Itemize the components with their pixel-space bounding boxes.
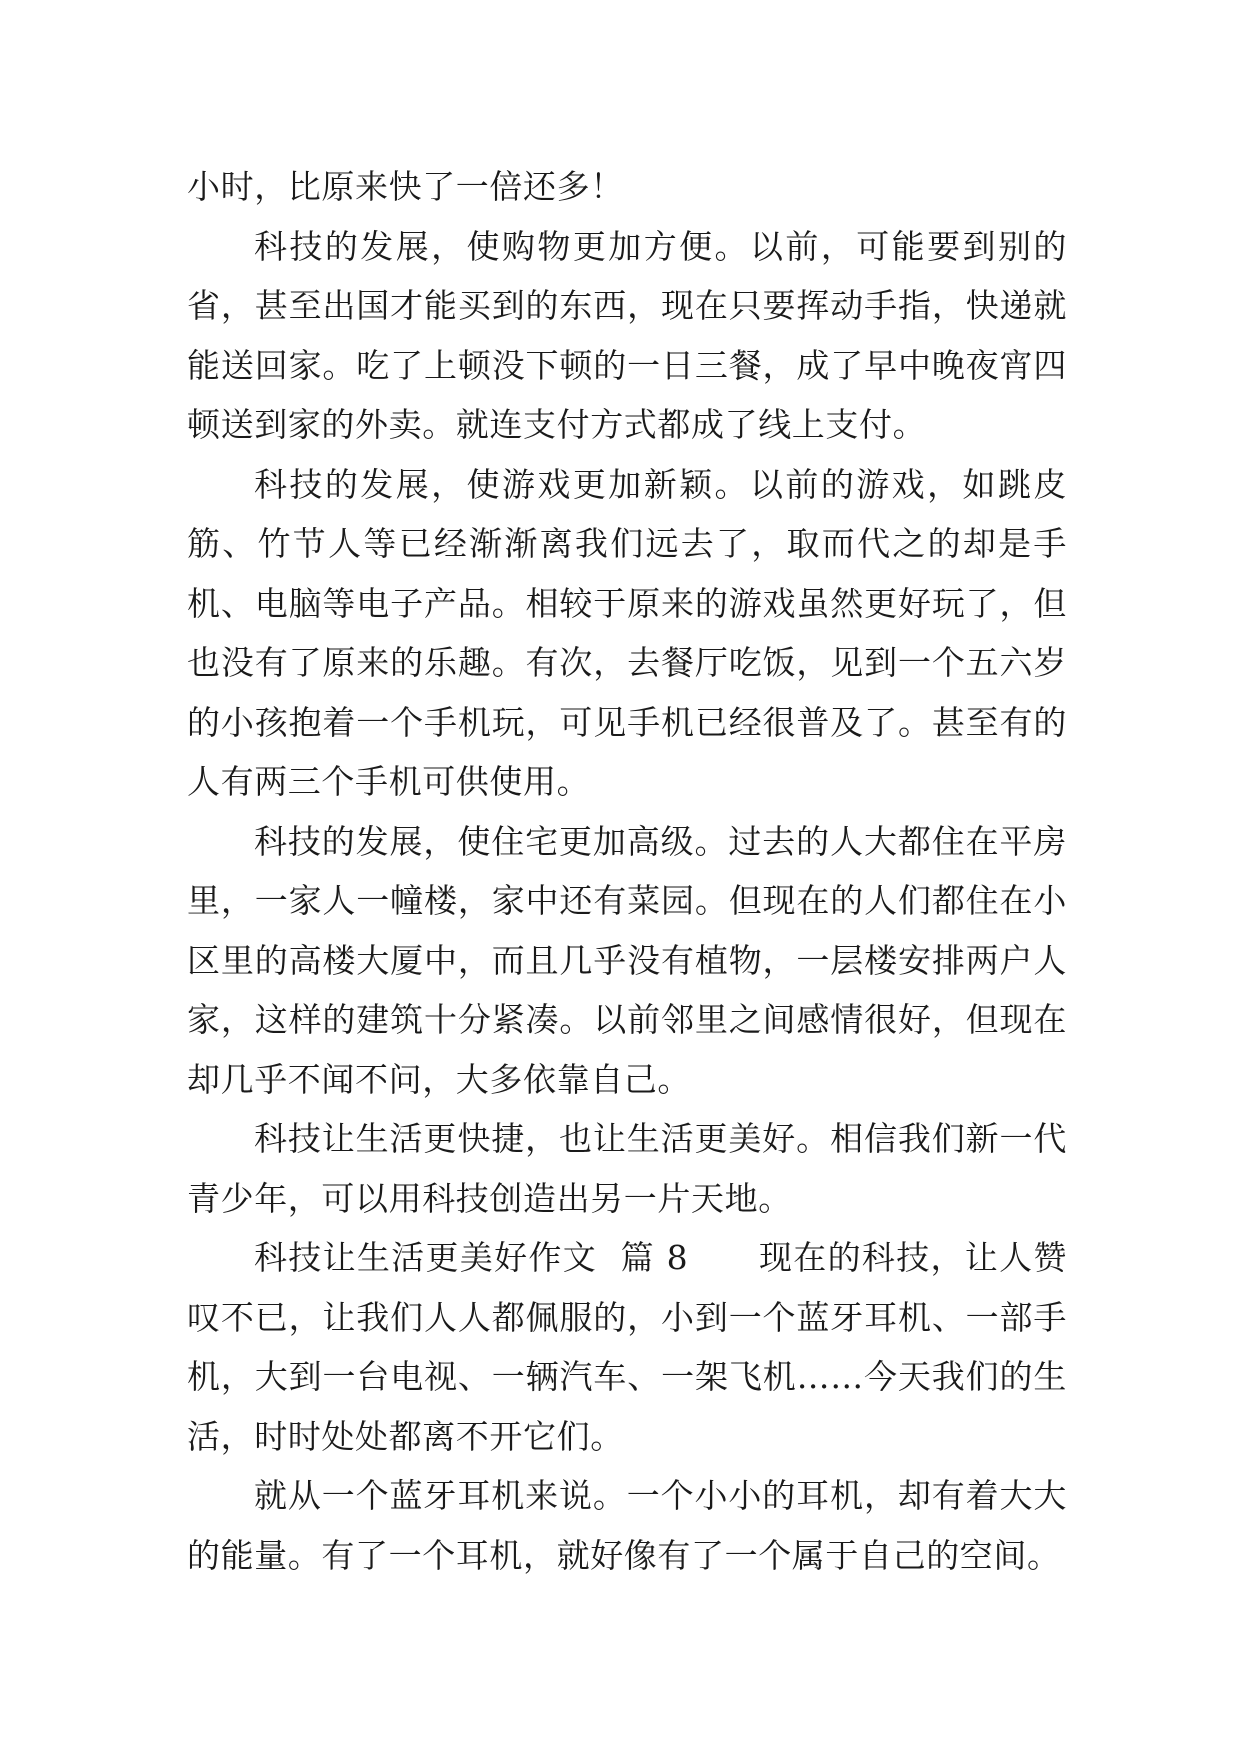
paragraph-conclusion: 科技让生活更快捷，也让生活更美好。相信我们新一代青少年，可以用科技创造出另一片天地。 (187, 1119, 1067, 1218)
paragraph-housing: 科技的发展，使住宅更加高级。过去的人大都住在平房里，一家人一幢楼，家中还有菜园。但现在的人们都住在小区里的高楼大厦中，而且几乎没有植物，一层楼安排两户人家，这样的建筑十分紧凑。以前邻里之间感情很好，但现在却几乎不闻不问，大多依靠自己。 (187, 821, 1067, 1099)
paragraph-games: 科技的发展，使游戏更加新颖。以前的游戏，如跳皮筋、竹节人等已经渐渐离我们远去了，取而代之的却是手机、电脑等电子产品。相较于原来的游戏虽然更好玩了，但也没有了原来的乐趣。有次，去餐厅吃饭，见到一个五六岁的小孩抱着一个手机玩，可见手机已经很普及了。甚至有的人有两三个手机可供使用。 (187, 464, 1067, 801)
paragraph-shopping: 科技的发展，使购物更加方便。以前，可能要到别的省，甚至出国才能买到的东西，现在只要挥动手指，快递就能送回家。吃了上顿没下顿的一日三餐，成了早中晚夜宵四顿送到家的外卖。就连支付方式都成了线上支付。 (187, 226, 1067, 444)
paragraph-continuation: 小时，比原来快了一倍还多！ (187, 167, 624, 206)
document-body (187, 157, 1067, 1585)
paragraph-essay-8-intro: 科技让生活更美好作文 篇 8 现在的科技，让人赞叹不已，让我们人人都佩服的，小到一个蓝牙耳机、一部手机，大到一台电视、一辆汽车、一架飞机……今天我们的生活，时时处处都离不开它们。 (187, 1238, 1067, 1456)
paragraph-bluetooth-earphone: 就从一个蓝牙耳机来说。一个小小的耳机，却有着大大的能量。有了一个耳机，就好像有了一个属于自己的空间。 (187, 1476, 1067, 1575)
